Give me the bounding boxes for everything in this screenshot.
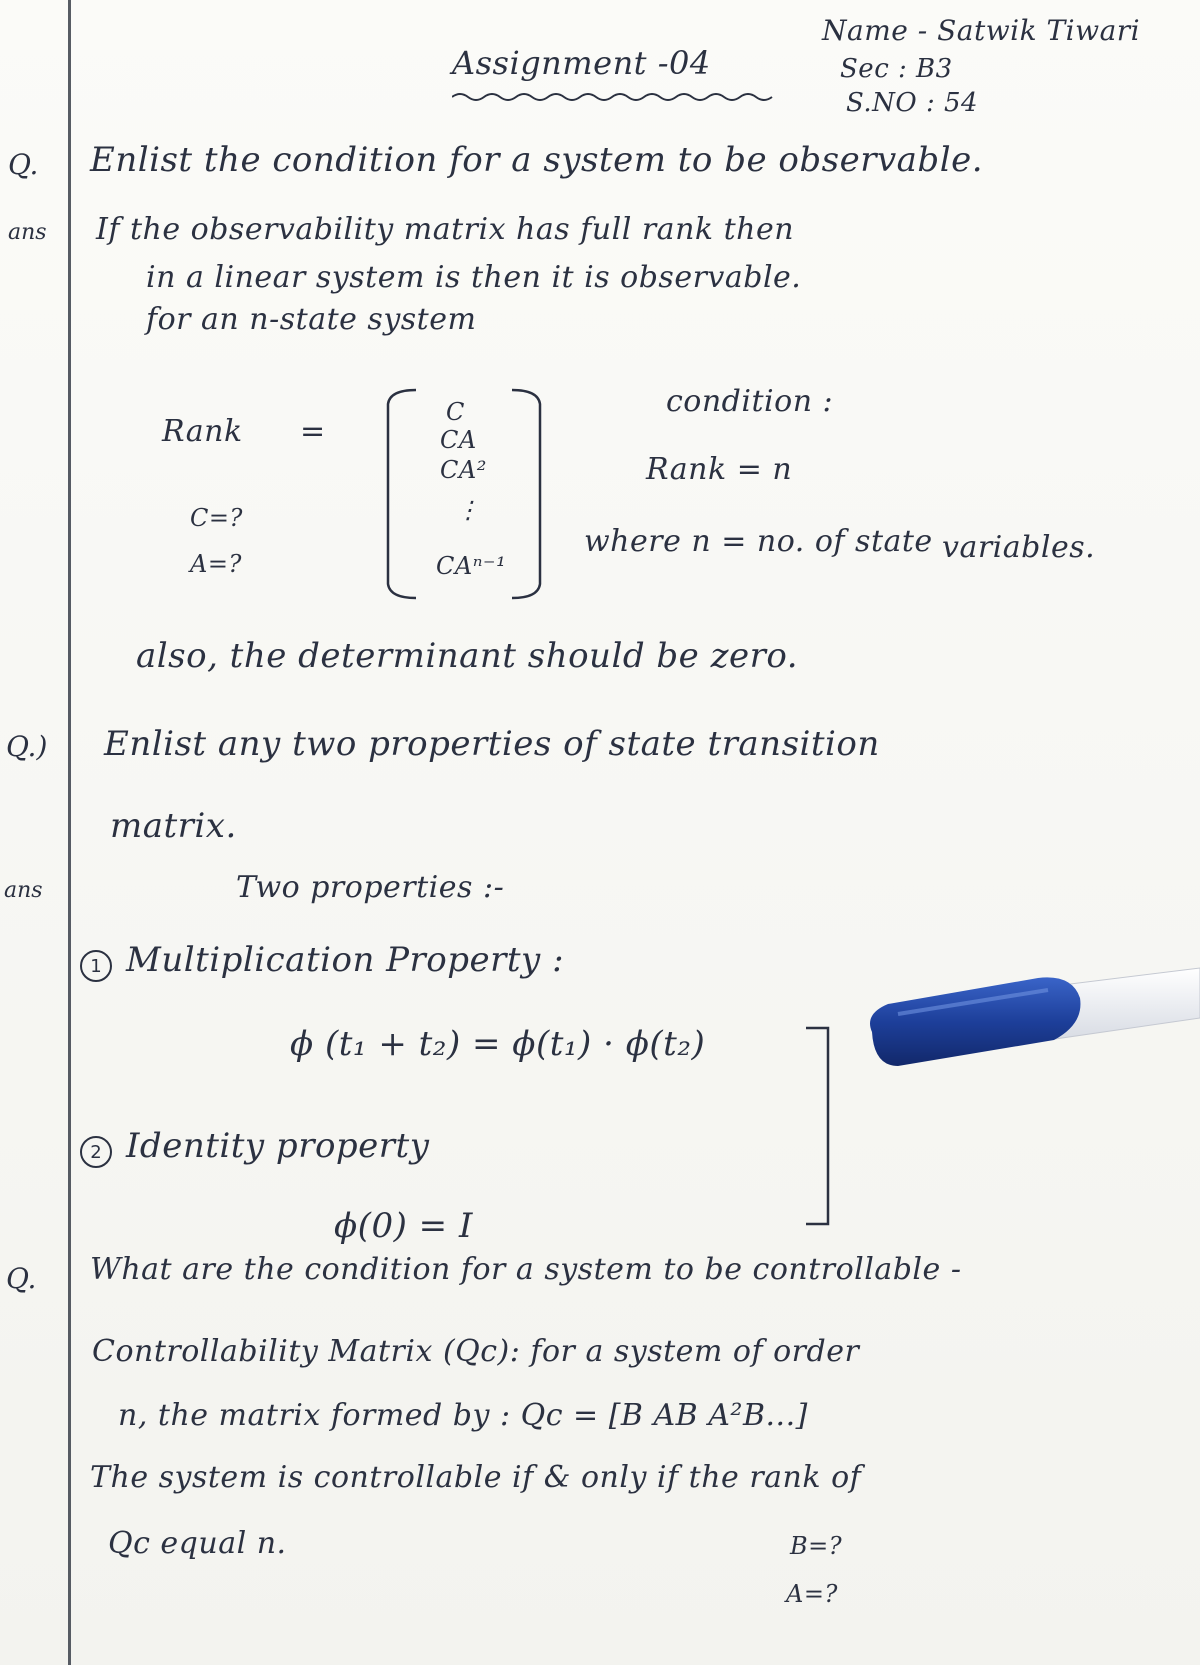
where-line: where n = no. of state: [584, 524, 933, 559]
student-section: Sec : B3: [840, 54, 953, 84]
property-2-formula: ϕ(0) = I: [334, 1206, 473, 1246]
title-underline: [452, 90, 782, 104]
q2-question-line2: matrix.: [110, 806, 237, 846]
matrix-left-bracket: [382, 384, 422, 604]
where-line2: variables.: [942, 530, 1096, 565]
q3-answer-line2: n, the matrix formed by : Qc = [B AB A²B...]: [118, 1398, 808, 1433]
q1-answer-line2: in a linear system is then it is observable.: [146, 260, 802, 295]
q2-question-line1: Enlist any two properties of state transition: [104, 724, 880, 764]
q2-ans-marker: ans: [4, 878, 43, 903]
assignment-title: Assignment -04: [452, 44, 711, 82]
q1-answer-line3: for an n-state system: [146, 302, 477, 337]
rank-label: Rank: [162, 414, 243, 449]
q1-marker: Q.: [8, 148, 39, 181]
student-name: Name - Satwik Tiwari: [822, 14, 1141, 47]
matrix-row-ca: CA: [440, 426, 477, 454]
property-2-title: Identity property: [126, 1126, 430, 1166]
condition-label: condition :: [666, 384, 834, 419]
q1-ans-marker: ans: [8, 220, 47, 245]
property-2-number: 2: [80, 1136, 112, 1168]
b-variable: B=?: [790, 1532, 843, 1560]
c-variable: C=?: [190, 504, 243, 532]
matrix-row-ca2: CA²: [440, 456, 487, 484]
condition-rank: Rank = n: [646, 452, 793, 487]
properties-bracket: [800, 1022, 840, 1232]
q3-question: What are the condition for a system to be controllable -: [90, 1252, 962, 1287]
student-serial: S.NO : 54: [846, 88, 979, 118]
q3-answer-line1: Controllability Matrix (Qc): for a system of order: [92, 1334, 860, 1369]
margin-line: [68, 0, 71, 1665]
property-1-title: Multiplication Property :: [126, 940, 565, 980]
q2-intro: Two properties :-: [236, 870, 505, 905]
q1-question: Enlist the condition for a system to be observable.: [90, 140, 983, 180]
q2-marker: Q.): [6, 730, 48, 763]
matrix-right-bracket: [506, 384, 546, 604]
matrix-row-can1: CAⁿ⁻¹: [436, 552, 507, 580]
property-1-number: 1: [80, 950, 112, 982]
q3-answer-line4: Qc equal n.: [108, 1526, 287, 1561]
q1-answer-line1: If the observability matrix has full rank then: [96, 212, 795, 247]
a-variable: A=?: [190, 550, 242, 578]
matrix-row-c: C: [446, 398, 465, 426]
q3-answer-line3: The system is controllable if & only if the rank of: [90, 1460, 862, 1495]
pen-image: [858, 958, 1200, 1088]
rank-equals: =: [300, 414, 326, 449]
property-1-formula: ϕ (t₁ + t₂) = ϕ(t₁) · ϕ(t₂): [290, 1024, 706, 1064]
determinant-line: also, the determinant should be zero.: [136, 636, 799, 676]
q3-marker: Q.: [6, 1262, 37, 1295]
matrix-row-dots: ⋮: [456, 496, 481, 524]
a-variable-2: A=?: [786, 1580, 838, 1608]
